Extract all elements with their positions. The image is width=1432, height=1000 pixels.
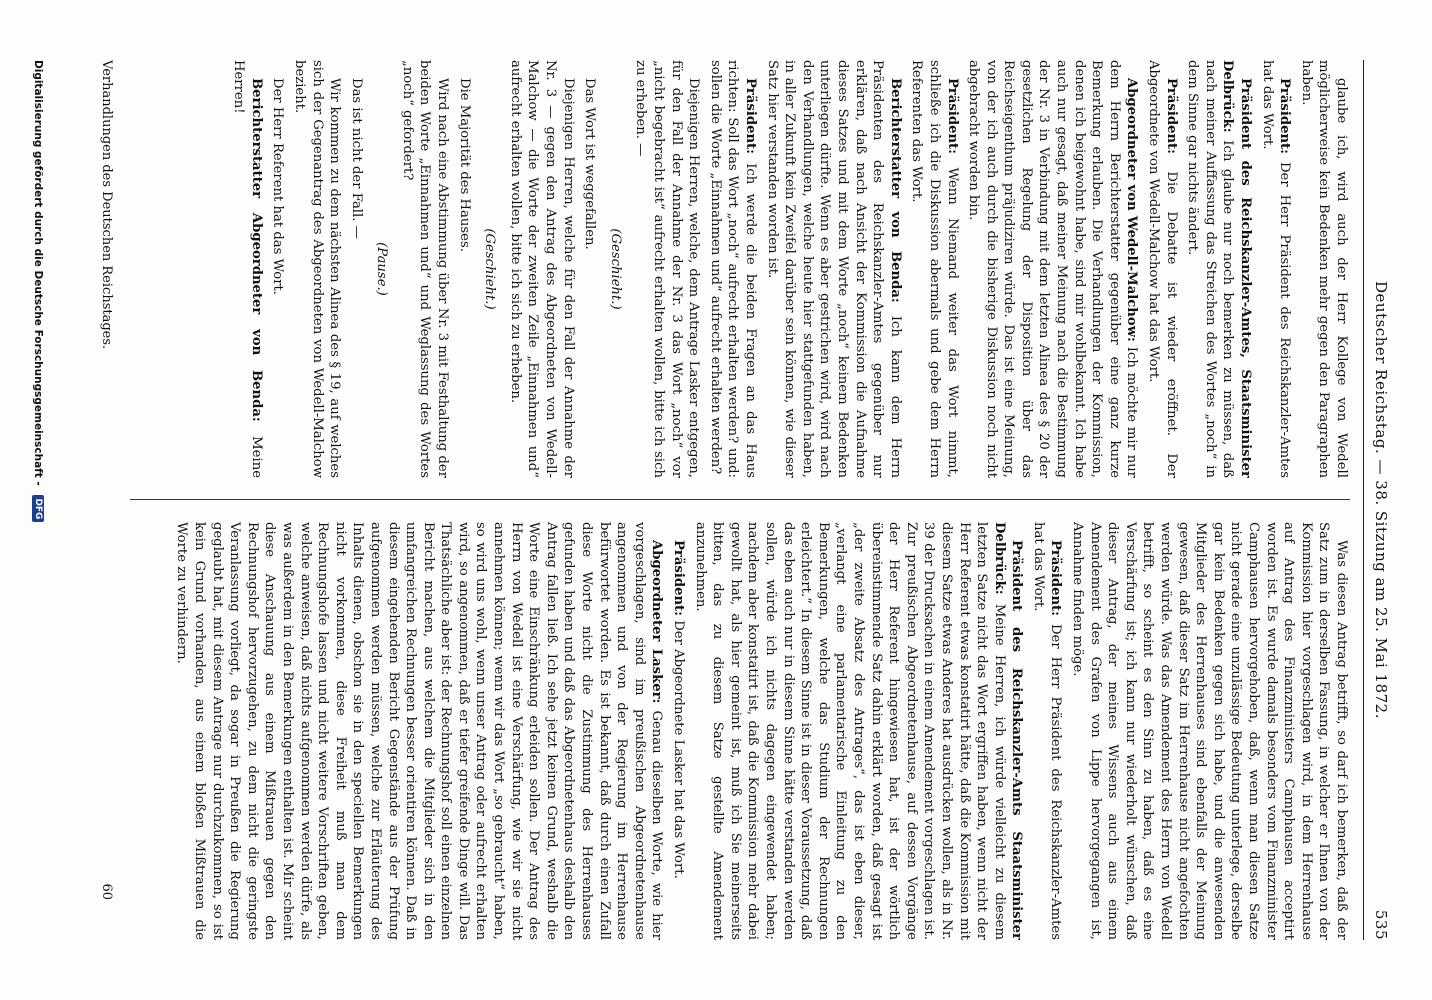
paragraph-text: Genau dieselben Worte, wie hier vorgeschlagen, sind im preußischen Abgeordnetenhause angenommen und von der Regierung im Herrenhause befürwortet worden. Es ist bekannt, daß durch einen Zufall diese Worte nicht die Zustimmung des Herrenhauses gefunden haben und daß das Abgeordnetenhaus deshalb den Antrag fallen ließ. Ich sehe jetzt keinen Grund, weshalb die Worte eine Einschränkung erleiden sollen. Der Antrag des Herrn von Wedell ist eine Verschärfung, wie wir sie nicht annehmen können; wenn wir das Wort „so gebraucht“ haben, so wird uns wohl, wenn unser Antrag oder aufrecht erhalten wird, so angenommen, daß er tiefer greifende Dinge will. Das Thatsächliche aber ist: der Rechnungshof soll einen einzelnen Bericht machen, aus welchem die Mitglieder sich in den umfangreichen Rechnungen besser orientiren können. Daß in diesem eingehenden Bericht Gegenstände aus der Prüfung aufgenommen werden müssen, welche zur Erläuterung des Inhalts dienen, obschon sie in den speciellen Bemerkungen nicht vorkommen, diese Freiheit muß man dem Rechnungshofe lassen und nicht weitere Vorschriften geben, welche anweisen, daß nichts aufgenommen werden dürfe, als was außerdem in den Bemerkungen enthalten ist. Mir scheint diese Anschauung aus einem Mißtrauen gegen den Rechnungshof hervorzugehen, zu dem nicht die geringste Veranlassung vorliegt, da sogar in Preußen die Regierung geglaubt hat, mit diesem Antrage nur durchzukommen, so ist kein Grund vorhanden, aus einem bloßen Mißtrauen die Worte zu verhindern.: [174, 522, 665, 940]
paragraph-text: Was diesen Antrag betrifft, so darf ich bemerken, daß der Satz zum in derselben Fassung, in welcher er Ihnen von der Kommission hier vorgeschlagen wird, in dem Herrenhause auf Antrag des Finanzministers Camphausen acceptirt worden ist. Es wurde damals besonders vom Finanzminister Camphausen hervorgehoben, daß, wenn man diesen Satze nicht gerade eine unzulässige Bedeutung unterlege, derselbe gar kein Bedenken gegen sich habe, und die anwesenden Mitglieder des Herrenhauses sind ebenfalls der Meinung gewesen, daß dieser Satz im Herrenhause nicht angefochten werden würde. Was das Amendement des Herrn von Wedell betrifft, so scheint es den Sinn zu haben, daß es eine Verschärfung ist; ich kann nur wiederholt wünschen, daß dieser Antrag, der meines Wissens auch aus einem Amendement des Grafen von Lippe hervorgegangen ist, Annahme finden möge.: [1070, 522, 1349, 940]
paragraph: [632, 60, 702, 478]
speaker-name: Präsident:: [671, 540, 687, 617]
credit-text: Digitalisierung gefördert durch die Deutsche Forschungsgemeinschaft -: [32, 60, 44, 486]
paragraph: [1069, 522, 1351, 940]
speaker-name: Präsident:: [944, 78, 960, 155]
paragraph-text: (Geschieht.): [482, 228, 498, 310]
paragraph-text: Meine Herren!: [231, 60, 264, 478]
paragraph: [691, 522, 1025, 940]
paragraph-text: Der Abgeordnete Lasker hat das Wort.: [671, 620, 687, 879]
paragraph-text: Wenn Niemand weiter das Wort nimmt, schließe ich die Diskussion abermals und gebe dem Herrn Referenten das Wort.: [909, 60, 960, 478]
paragraph: [908, 60, 961, 478]
page-header: [1363, 60, 1396, 940]
paragraph-text: Ich möchte mir nur dem Herrn Berichterstatter gegenüber eine ganz kurze Bemerkung erlauben. Die Verhandlungen der Kommission, denen ich beigewohnt habe, sind mir wohlbekannt. Ich habe auch nur gesagt, daß meiner Meinung nach die Bestimmung der Nr. 3 in Verbindung mit dem letzten Alinea des § 20 der gesetzlichen Regelung der Disposition über das Reichseigenthum präjudiziren würde. Das ist eine Meinung, von der ich auch durch die bisherige Diskussion noch nicht abgebracht worden bin.: [966, 60, 1140, 478]
right-text-column: [130, 522, 1350, 940]
paragraph-text: Die Debatte ist wieder eröffnet. Der Abgeordnete von Wedell-Malchow hat das Wort.: [1146, 60, 1179, 478]
paragraph-text: Diejenigen Herren, welche, dem Antrage Lasker entgegen, für den Fall der Annahme der Nr. 3 das Wort „noch“ vor „nicht begebracht ist“ aufrecht erhalten wollen, bitte ich sich zu erheben. —: [633, 60, 702, 478]
paragraph: [230, 60, 265, 478]
paragraph: [373, 60, 391, 478]
paragraph: [347, 60, 365, 478]
speaker-name: Präsident:: [743, 78, 758, 155]
paragraph: [455, 60, 473, 478]
paragraph-text: Ich kann dem Herrn Präsidenten des Reichskanzler-Amtes gegenüber nur erklären, daß nach Ansicht der Kommission die Aufnahme dieses Satzes und mit dem Worte „noch“ keinem Bedenken unterliegen dürfte. Wenn es aber gestrichen wird, wird nach den Verhandlungen, welche heute hier stattgefunden haben, in aller Zukunft kein Zweifel darüber sein können, wie dieser Satz hier verstanden worden ist.: [764, 60, 903, 478]
publication-signature: Verhandlungen des Deutschen Reichstages.: [99, 60, 114, 350]
paragraph-text: glaube ich, wird auch der Herr Kollege von Wedell möglicherweise kein Bedenken mehr gegen den Paragraphen haben.: [1298, 60, 1349, 478]
paragraph-text: Wird nach eine Abstimmung über Nr. 3 mit Festhaltung der beiden Worte „Einnahmen und“ und Weglassung des Wortes „noch“ gefordert?: [399, 60, 451, 478]
sheet-number: 60: [99, 883, 114, 900]
speaker-name: Präsident:: [1163, 78, 1179, 155]
paragraph-text: Der Herr Präsident des Reichskanzler-Amtes hat das Wort.: [1030, 522, 1064, 940]
paragraph-text: (Geschieht.): [607, 228, 623, 310]
paragraph: [481, 60, 499, 478]
paragraph: [506, 60, 576, 478]
paragraph: [581, 60, 599, 478]
column-divider: [130, 499, 1350, 500]
paragraph-text: Der Herr Referent hat das Wort.: [270, 78, 286, 295]
paragraph-text: Wir kommen zu dem nächsten Alinea des § 19, auf welches sich der Gegenantrag des Abgeordneten von Wedell-Malchow bezieht.: [291, 60, 343, 478]
page-number: 535: [1372, 909, 1390, 940]
running-title: Deutscher Reichstag. — 38. Sitzung am 25. Mai 1872.: [1372, 281, 1390, 719]
paragraph-text: Das Wort ist weggefallen.: [582, 78, 598, 250]
paragraph-text: Diejenigen Herren, welche für den Fall der Annahme der Nr. 3 — gegen den Antrag des Abgeordneten von Wedell-Malchow — die Worte der zweiten Zeile „Einnahmen und“ aufrecht erhalten wollen, bitte ich sich zu erheben.: [507, 60, 576, 478]
speaker-name: Präsident des Reichskanzler-Amts Staatsminister Delbrück:: [991, 522, 1025, 940]
paragraph: [290, 60, 343, 478]
speaker-name: Präsident des Reichskanzler-Amtes, Staatsminister Delbrück:: [1220, 60, 1254, 478]
paragraph: [269, 60, 287, 478]
paragraph: [763, 60, 904, 478]
speaker-name: Berichterstatter von Benda:: [887, 78, 903, 303]
paragraph: [1297, 60, 1350, 478]
paragraph-text: Ich werde die beiden Fragen an das Haus richten: Soll das Wort „noch“ aufrecht erhalten werden? und: sollen die Worte „Einnahmen und“ aufrecht erhalten werden?: [707, 60, 758, 478]
speaker-name: Berichterstatter Abgeordneter von Benda:: [248, 78, 264, 422]
paragraph: [1029, 522, 1064, 940]
digitization-credit: [32, 60, 44, 940]
speaker-name: Präsident:: [1048, 540, 1064, 617]
paragraph-text: Die Majorität des Hauses.: [456, 78, 472, 252]
paragraph-text: Der Herr Präsident des Reichskanzler-Amtes hat das Wort.: [1259, 60, 1293, 478]
paragraph: [173, 522, 666, 940]
paragraph: [669, 522, 687, 940]
paragraph: [1144, 60, 1179, 478]
paragraph: [965, 60, 1141, 478]
paragraph-text: Ich glaube nur noch bemerken zu müssen, daß nach meiner Auffassung das Streichen des Wortes „noch“ in dem Sinne gar nichts ändert.: [1185, 60, 1236, 478]
dfg-logo: DFG: [32, 495, 44, 522]
speaker-name: Präsident:: [1277, 78, 1293, 155]
paragraph: [706, 60, 759, 478]
signature-line: [99, 60, 114, 940]
speaker-name: Abgeordneter Lasker:: [649, 540, 665, 704]
speaker-name: Abgeordneter von Wedell-Malchow:: [1124, 78, 1140, 342]
paragraph-text: (Pause.): [374, 242, 390, 296]
paragraph-text: Das ist nicht der Fall. —: [348, 78, 364, 239]
paragraph: [1184, 60, 1254, 478]
paragraph-text: Meine Herren, ich würde vielleicht zu diesem letzten Satze nicht das Wort ergriffen haben, wenn nicht der Herr Referent etwas konstatirt hätte, daß die Kommission mit diesem Satze etwas Anderes hat ausdrücken wollen, als in Nr. 39 der Drucksachen in einem Amendement vorgeschlagen ist. Zur preußischen Abgeordnetenhause, auf dessen Vorgänge der Herr Referent hingewiesen hat, ist der wörtlich übereinstimmende Satz dahin erklärt worden, daß gesagt ist „der zweite Absatz des Antrages“, das ist eben dieser, „verlangt eine parlamentarische Einleitung zu den Bemerkungen, welche das Studium der Rechnungen erleichtert.“ In diesem Sinne ist in dieser Voraussetzung, daß das eben auch nur in diesem Sinne hätte verstanden werden sollen, würde ich nichts dagegen eingewendet haben; nachdem aber konstatirt ist, daß die Kommission mehr dabei gewollt hat, als hier gemeint ist, muß ich Sie meinerseits bitten, das zu diesem Satze gestellte Amendement anzunehmen.: [692, 522, 1007, 940]
paragraph: [398, 60, 451, 478]
paragraph: [1258, 60, 1293, 478]
left-text-column: [130, 60, 1350, 478]
paragraph: [606, 60, 624, 478]
